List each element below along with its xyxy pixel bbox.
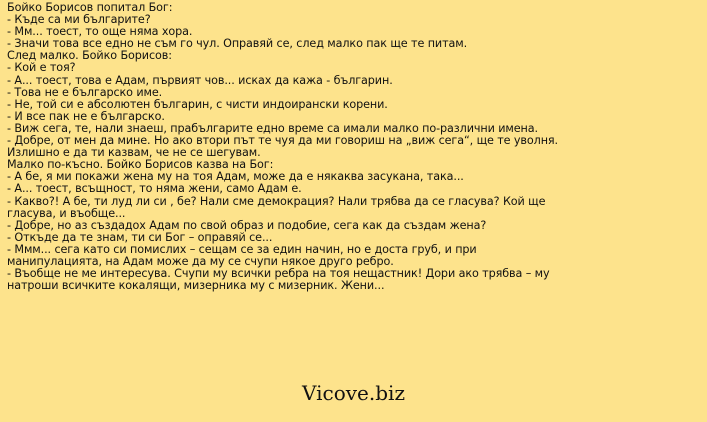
joke-line-1: Бойко Борисов попитал Бог: (7, 1, 173, 14)
joke-line-22: манипулацията, на Адам може да му се счупи някое друго ребро. (7, 254, 394, 268)
joke-line-3: - Мм... тоест, то още няма хора. (7, 25, 193, 39)
joke-line-21: - Ммм... сега като си помислих – сещам се за един начин, но е доста груб, и при (7, 242, 477, 256)
joke-line-7: - А... тоест, това е Адам, първият чов... исках да кажа - българин. (7, 73, 393, 87)
site-brand: Vicove.biz (302, 381, 405, 405)
joke-line-5: След малко. Бойко Борисов: (7, 49, 172, 63)
joke-line-17: - Какво?! А бе, ти луд ли си , бе? Нали сме демокрация? Нали трябва да се гласува? Кой ще (7, 194, 546, 208)
joke-line-14: Малко по-късно. Бойко Борисов казва на Бог: (7, 158, 274, 172)
joke-line-8: - Това не е българско име. (7, 85, 163, 99)
joke-line-9: - Не, той си е абсолютен българин, с чисти индоирански корени. (7, 97, 388, 111)
joke-line-4: - Значи това все едно не съм го чул. Оправяй се, след малко пак ще те питам. (7, 37, 468, 51)
joke-line-16: - А... тоест, всъщност, то няма жени, само Адам е. (7, 182, 302, 196)
joke-line-18: гласува, и въобще... (7, 206, 126, 220)
joke-line-2: - Къде са ми българите? (7, 13, 151, 27)
joke-line-11: - Виж сега, те, нали знаеш, прабългарите едно време са имали малко по-различни имена. (7, 121, 538, 135)
joke-line-23: - Въобще не ме интересува. Счупи му всички ребра на тоя нещастник! Дори ако трябва – му (7, 267, 550, 281)
joke-line-24: натроши всичките кокалящи, мизерника му с мизерник. Жени... (7, 279, 385, 293)
joke-line-10: - И все пак не е българско. (7, 109, 165, 123)
joke-line-19: - Добре, но аз създадох Адам по свой образ и подобие, сега как да създам жена? (7, 218, 487, 232)
joke-line-13: Излишно е да ти казвам, че не се шегувам. (7, 146, 261, 160)
joke-text (7, 2, 703, 292)
joke-line-6: - Кой е тоя? (7, 61, 76, 75)
joke-line-20: - Откъде да те знам, ти си Бог – оправяй се... (7, 230, 273, 244)
joke-line-15: - А бе, я ми покажи жена му на тоя Адам, може да е някаква засукана, така... (7, 170, 464, 184)
joke-line-12: - Добре, от мен да мине. Но ако втори път те чуя да ми говориш на „виж сега“, ще те уволня. (7, 134, 559, 148)
